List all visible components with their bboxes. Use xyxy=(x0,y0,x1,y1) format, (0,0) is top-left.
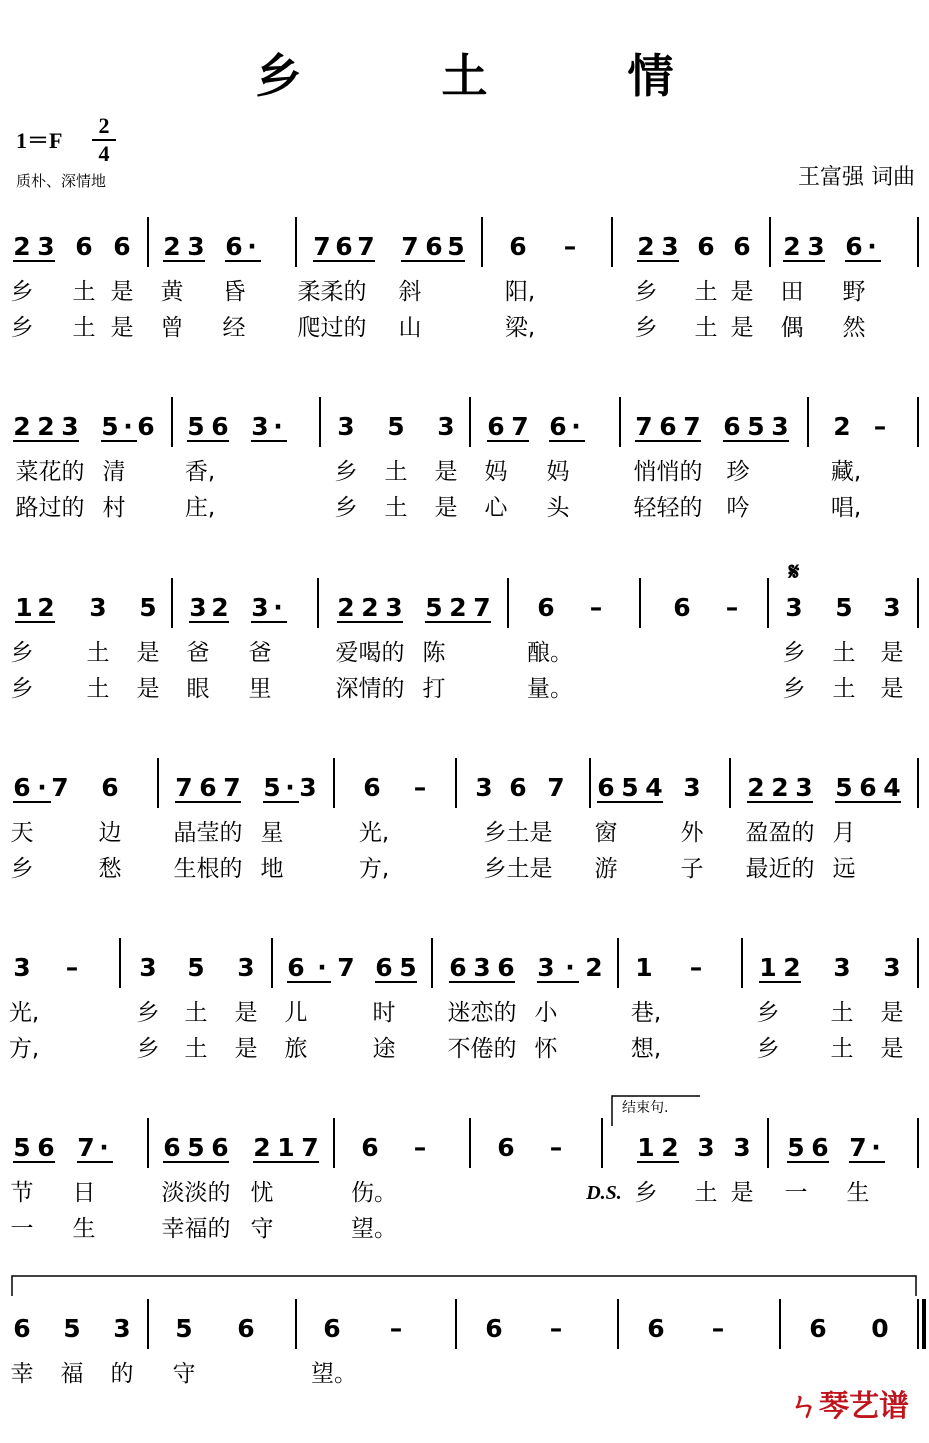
note: 2 xyxy=(783,232,801,261)
lyric-verse-1: 菜花的 xyxy=(15,459,85,485)
lyric-verse-1: 爱喝的 xyxy=(335,640,405,666)
note: 6 xyxy=(335,232,353,261)
logo-icon: ㄣ xyxy=(789,1389,819,1424)
coda-label: 结束句. xyxy=(622,1100,669,1116)
note: 5 xyxy=(187,412,205,441)
lyric-verse-1: 窗 xyxy=(594,820,618,846)
note: 6 xyxy=(509,773,527,802)
lyric-verse-1: 昏 xyxy=(222,279,246,305)
lyric-verse-1: 迷恋的 xyxy=(447,1000,517,1026)
note: 6 xyxy=(375,953,393,982)
coda-bracket xyxy=(12,1276,916,1296)
lyric-verse-1: 爸 xyxy=(186,640,210,666)
lyric-verse-1: 望。 xyxy=(311,1361,357,1387)
lyric-verse-2: 路过的 xyxy=(15,495,85,521)
note: 3 xyxy=(337,412,355,441)
note: 5 xyxy=(447,232,465,261)
lyric-verse-1: 土 xyxy=(832,640,856,666)
lyric-verse-2: 乡 xyxy=(634,315,658,341)
lyric-verse-2: 土 xyxy=(694,315,718,341)
lyric-verse-1: 是 xyxy=(880,640,904,666)
lyric-verse-2: 乡 xyxy=(782,676,806,702)
note: 5 xyxy=(63,1314,81,1343)
note: · xyxy=(123,412,133,441)
note: 6 xyxy=(487,412,505,441)
lyric-verse-1: 幸 xyxy=(10,1361,34,1387)
note: 2 xyxy=(637,232,655,261)
note: 0 xyxy=(871,1314,889,1343)
note: 2 xyxy=(833,412,851,441)
note: · xyxy=(565,953,575,982)
lyric-verse-2: 土 xyxy=(72,315,96,341)
lyric-verse-2: 土 xyxy=(184,1036,208,1062)
lyric-verse-1: 土 xyxy=(184,1000,208,1026)
ds-mark: D.S. xyxy=(586,1182,622,1204)
note: – xyxy=(589,593,603,622)
lyric-verse-1: 一 xyxy=(784,1180,808,1206)
site-logo xyxy=(789,1381,909,1425)
lyric-verse-2: 曾 xyxy=(160,315,184,341)
note: 3 xyxy=(785,593,803,622)
note: 2 xyxy=(661,1133,679,1162)
lyric-verse-2: 是 xyxy=(136,676,160,702)
lyric-verse-2: 土 xyxy=(830,1036,854,1062)
lyric-verse-1: 乡 xyxy=(10,640,34,666)
lyric-verse-1: 柔柔的 xyxy=(297,279,367,305)
lyric-verse-1: 野 xyxy=(842,279,866,305)
lyric-verse-1: 边 xyxy=(98,820,122,846)
note: 3 xyxy=(13,953,31,982)
note: 3 xyxy=(697,1133,715,1162)
note: 6 xyxy=(697,232,715,261)
note: 6 xyxy=(549,412,567,441)
note: 6 xyxy=(859,773,877,802)
lyric-verse-1: 儿 xyxy=(284,1000,308,1026)
lyric-verse-2: 方, xyxy=(358,856,390,882)
time-signature-top: 2 xyxy=(98,113,110,138)
lyric-verse-1: 土 xyxy=(830,1000,854,1026)
lyric-verse-2: 是 xyxy=(434,495,458,521)
lyric-verse-2: 经 xyxy=(222,315,246,341)
lyric-verse-1: 日 xyxy=(72,1180,96,1206)
note: 6 xyxy=(485,1314,503,1343)
note: 1 xyxy=(637,1133,655,1162)
note: 6 xyxy=(509,232,527,261)
note: – xyxy=(413,1133,427,1162)
note: 6 xyxy=(163,1133,181,1162)
note: 2 xyxy=(253,1133,271,1162)
lyric-verse-2: 游 xyxy=(594,856,618,882)
note: 7 xyxy=(635,412,653,441)
note: 2 xyxy=(771,773,789,802)
lyric-verse-2: 土 xyxy=(86,676,110,702)
note: 7 xyxy=(175,773,193,802)
note: 5 xyxy=(101,412,119,441)
lyric-verse-2: 土 xyxy=(832,676,856,702)
note: 6 xyxy=(845,232,863,261)
lyric-verse-1: 田 xyxy=(780,279,804,305)
note: 5 xyxy=(175,1314,193,1343)
note: 7 xyxy=(849,1133,867,1162)
note: 6 xyxy=(237,1314,255,1343)
time-signature-bottom: 4 xyxy=(98,141,110,166)
note: – xyxy=(65,953,79,982)
note: – xyxy=(689,953,703,982)
lyric-verse-2: 乡 xyxy=(10,315,34,341)
lyric-verse-1: 是 xyxy=(730,279,754,305)
lyric-verse-1: 福 xyxy=(60,1361,84,1387)
note: 3 xyxy=(683,773,701,802)
note: 2 xyxy=(585,953,603,982)
note: – xyxy=(549,1133,563,1162)
logo-text: 琴艺谱 xyxy=(819,1389,909,1424)
lyric-verse-2: 眼 xyxy=(186,676,210,702)
lyric-verse-1: 乡土是 xyxy=(483,820,553,846)
note: 3 xyxy=(733,1133,751,1162)
lyric-verse-1: 土 xyxy=(694,279,718,305)
note: 6 xyxy=(497,1133,515,1162)
note: · xyxy=(273,593,283,622)
lyric-verse-2: 地 xyxy=(260,856,284,882)
lyric-verse-2: 吟 xyxy=(726,495,750,521)
note: 7 xyxy=(223,773,241,802)
lyric-verse-2: 守 xyxy=(250,1216,274,1242)
note: 6 xyxy=(211,412,229,441)
note: 1 xyxy=(635,953,653,982)
note: 6 xyxy=(137,412,155,441)
note: 3 xyxy=(139,953,157,982)
note: 6 xyxy=(211,1133,229,1162)
lyric-verse-1: 巷, xyxy=(630,1000,662,1026)
lyric-verse-2: 是 xyxy=(234,1036,258,1062)
lyric-verse-2: 爬过的 xyxy=(297,315,367,341)
lyric-verse-1: 妈 xyxy=(546,459,570,485)
note: 3 xyxy=(237,953,255,982)
note: 6 xyxy=(75,232,93,261)
note: 6 xyxy=(101,773,119,802)
key-signature: 1＝F xyxy=(16,128,63,153)
note: 3 xyxy=(251,412,269,441)
note: 7 xyxy=(51,773,69,802)
note: 6 xyxy=(323,1314,341,1343)
lyric-verse-1: 是 xyxy=(110,279,134,305)
note: 7 xyxy=(683,412,701,441)
lyric-verse-1: 乡 xyxy=(136,1000,160,1026)
note: 6 xyxy=(363,773,381,802)
lyric-verse-2: 量。 xyxy=(527,676,573,702)
note: 2 xyxy=(449,593,467,622)
lyric-verse-1: 悄悄的 xyxy=(633,459,703,485)
note: 2 xyxy=(13,232,31,261)
note: 6 xyxy=(449,953,467,982)
note: 4 xyxy=(645,773,663,802)
note: – xyxy=(725,593,739,622)
lyric-verse-2: 生 xyxy=(72,1216,96,1242)
note: 1 xyxy=(759,953,777,982)
note: 7 xyxy=(301,1133,319,1162)
note: 3 xyxy=(473,953,491,982)
lyric-verse-2: 打 xyxy=(422,676,446,702)
lyric-verse-1: 乡 xyxy=(634,1180,658,1206)
note: · xyxy=(99,1133,109,1162)
note: 3 xyxy=(833,953,851,982)
note: 7 xyxy=(313,232,331,261)
lyric-verse-2: 然 xyxy=(842,315,866,341)
note: 5 xyxy=(425,593,443,622)
note: 6 xyxy=(597,773,615,802)
lyric-verse-2: 深情的 xyxy=(335,676,405,702)
lyric-verse-2: 是 xyxy=(730,315,754,341)
note: · xyxy=(247,232,257,261)
note: 5 xyxy=(747,412,765,441)
tempo-marking: 质朴、深情地 xyxy=(16,172,107,190)
lyric-verse-2: 乡 xyxy=(334,495,358,521)
lyric-verse-1: 光, xyxy=(8,1000,40,1026)
lyric-verse-1: 守 xyxy=(172,1361,196,1387)
lyric-verse-1: 乡 xyxy=(782,640,806,666)
lyric-verse-1: 的 xyxy=(110,1361,134,1387)
lyric-verse-2: 乡 xyxy=(136,1036,160,1062)
lyric-verse-1: 时 xyxy=(372,1000,396,1026)
lyric-verse-2: 是 xyxy=(880,1036,904,1062)
lyric-verse-1: 月 xyxy=(832,820,856,846)
note: 3 xyxy=(475,773,493,802)
note: 4 xyxy=(883,773,901,802)
lyric-verse-1: 伤。 xyxy=(351,1180,397,1206)
lyric-verse-1: 乡 xyxy=(634,279,658,305)
note: 6 xyxy=(659,412,677,441)
note: 3 xyxy=(771,412,789,441)
note: · xyxy=(871,1133,881,1162)
lyric-verse-2: 想, xyxy=(630,1036,662,1062)
lyric-verse-2: 幸福的 xyxy=(161,1216,231,1242)
lyric-verse-1: 是 xyxy=(434,459,458,485)
lyric-verse-1: 土 xyxy=(694,1180,718,1206)
note: 3 xyxy=(883,953,901,982)
note: 3 xyxy=(251,593,269,622)
note: 6 xyxy=(425,232,443,261)
note: 6 xyxy=(673,593,691,622)
note: 2 xyxy=(337,593,355,622)
lyric-verse-1: 是 xyxy=(234,1000,258,1026)
note: 5 xyxy=(387,412,405,441)
lyric-verse-1: 珍 xyxy=(726,459,750,485)
note: 5 xyxy=(139,593,157,622)
lyric-verse-2: 山 xyxy=(398,315,422,341)
note: 3 xyxy=(187,232,205,261)
lyric-verse-2: 偶 xyxy=(780,315,804,341)
note: 6 xyxy=(13,773,31,802)
lyric-verse-1: 酿。 xyxy=(527,640,573,666)
note: – xyxy=(711,1314,725,1343)
lyric-verse-1: 盈盈的 xyxy=(745,820,815,846)
note: – xyxy=(549,1314,563,1343)
note: 6 xyxy=(733,232,751,261)
lyric-verse-2: 方, xyxy=(8,1036,40,1062)
lyric-verse-1: 斜 xyxy=(398,279,422,305)
note: · xyxy=(317,953,327,982)
note: 5 xyxy=(13,1133,31,1162)
note: 7 xyxy=(357,232,375,261)
lyric-verse-2: 是 xyxy=(110,315,134,341)
lyric-verse-1: 天 xyxy=(10,820,34,846)
lyric-verse-1: 乡 xyxy=(756,1000,780,1026)
note: 5 xyxy=(399,953,417,982)
note: 3 xyxy=(883,593,901,622)
note: 2 xyxy=(37,412,55,441)
note: 3 xyxy=(299,773,317,802)
note: 3 xyxy=(437,412,455,441)
note: – xyxy=(563,232,577,261)
note: 5 xyxy=(621,773,639,802)
lyric-verse-1: 土 xyxy=(72,279,96,305)
lyric-verse-2: 头 xyxy=(546,495,570,521)
lyric-verse-1: 土 xyxy=(384,459,408,485)
note: – xyxy=(389,1314,403,1343)
note: 6 xyxy=(287,953,305,982)
lyric-verse-1: 淡淡的 xyxy=(161,1180,231,1206)
note: 6 xyxy=(13,1314,31,1343)
note: 3 xyxy=(61,412,79,441)
lyric-verse-1: 爸 xyxy=(248,640,272,666)
lyric-verse-1: 清 xyxy=(102,459,126,485)
note: 7 xyxy=(337,953,355,982)
note: 3 xyxy=(113,1314,131,1343)
note: 6 xyxy=(361,1133,379,1162)
segno-mark: 𝄋 xyxy=(788,557,800,586)
note: 3 xyxy=(89,593,107,622)
lyric-verse-1: 香, xyxy=(184,459,216,485)
lyric-verse-1: 陈 xyxy=(422,640,446,666)
lyric-verse-2: 村 xyxy=(102,495,126,521)
note: 6 xyxy=(647,1314,665,1343)
note: 2 xyxy=(163,232,181,261)
lyric-verse-1: 外 xyxy=(680,820,704,846)
note: 6 xyxy=(199,773,217,802)
note: 3 xyxy=(385,593,403,622)
note: 2 xyxy=(13,412,31,441)
note: 6 xyxy=(113,232,131,261)
lyric-verse-2: 庄, xyxy=(184,495,216,521)
lyric-verse-1: 是 xyxy=(880,1000,904,1026)
note: 2 xyxy=(747,773,765,802)
lyric-verse-2: 望。 xyxy=(351,1216,397,1242)
note: 1 xyxy=(15,593,33,622)
lyric-verse-2: 怀 xyxy=(534,1036,558,1062)
note: 6 xyxy=(809,1314,827,1343)
lyric-verse-1: 妈 xyxy=(484,459,508,485)
page-title: 乡 土 情 xyxy=(255,49,736,103)
lyric-verse-1: 节 xyxy=(10,1180,34,1206)
lyric-verse-1: 土 xyxy=(86,640,110,666)
lyric-verse-2: 不倦的 xyxy=(447,1036,517,1062)
lyric-verse-2: 乡 xyxy=(10,856,34,882)
lyric-verse-1: 忧 xyxy=(250,1180,274,1206)
lyric-verse-2: 最近的 xyxy=(745,856,815,882)
note: 3 xyxy=(189,593,207,622)
note: 5 xyxy=(263,773,281,802)
note: 5 xyxy=(787,1133,805,1162)
lyric-verse-1: 星 xyxy=(260,820,284,846)
lyric-verse-2: 子 xyxy=(680,856,704,882)
note: 6 xyxy=(37,1133,55,1162)
lyric-verse-1: 藏, xyxy=(830,459,862,485)
lyric-verse-2: 唱, xyxy=(830,495,862,521)
lyric-verse-2: 乡 xyxy=(756,1036,780,1062)
note: 5 xyxy=(187,1133,205,1162)
note: 3 xyxy=(795,773,813,802)
note: · xyxy=(285,773,295,802)
lyric-verse-2: 里 xyxy=(248,676,272,702)
lyric-verse-2: 是 xyxy=(880,676,904,702)
lyric-verse-2: 远 xyxy=(832,856,856,882)
note: 6 xyxy=(537,593,555,622)
note: · xyxy=(37,773,47,802)
lyric-verse-1: 黄 xyxy=(160,279,184,305)
note: 7 xyxy=(77,1133,95,1162)
lyric-verse-2: 乡土是 xyxy=(483,856,553,882)
lyric-verse-2: 一 xyxy=(10,1216,34,1242)
note: – xyxy=(413,773,427,802)
lyric-verse-2: 途 xyxy=(372,1036,396,1062)
lyric-verse-1: 晶莹的 xyxy=(173,820,243,846)
lyric-verse-2: 生根的 xyxy=(173,856,243,882)
note: 7 xyxy=(401,232,419,261)
note: 5 xyxy=(187,953,205,982)
note: · xyxy=(273,412,283,441)
lyric-verse-1: 乡 xyxy=(334,459,358,485)
note: 5 xyxy=(835,773,853,802)
author-credit: 王富强 词曲 xyxy=(798,165,915,190)
lyric-verse-1: 光, xyxy=(358,820,390,846)
lyric-verse-1: 生 xyxy=(846,1180,870,1206)
note: 2 xyxy=(211,593,229,622)
note: 5 xyxy=(835,593,853,622)
note: 3 xyxy=(807,232,825,261)
note: 3 xyxy=(537,953,555,982)
lyric-verse-2: 轻轻的 xyxy=(633,495,703,521)
note: 6 xyxy=(225,232,243,261)
lyric-verse-2: 梁, xyxy=(504,315,536,341)
note: 7 xyxy=(511,412,529,441)
lyric-verse-1: 阳, xyxy=(504,279,536,305)
lyric-verse-1: 是 xyxy=(730,1180,754,1206)
note: – xyxy=(873,412,887,441)
note: 3 xyxy=(37,232,55,261)
lyric-verse-2: 乡 xyxy=(10,676,34,702)
lyric-verse-2: 旅 xyxy=(284,1036,308,1062)
lyric-verse-2: 愁 xyxy=(98,856,122,882)
lyric-verse-1: 乡 xyxy=(10,279,34,305)
lyric-verse-2: 心 xyxy=(484,495,508,521)
note: 2 xyxy=(783,953,801,982)
note: 3 xyxy=(661,232,679,261)
note: · xyxy=(571,412,581,441)
note: 2 xyxy=(37,593,55,622)
lyric-verse-2: 土 xyxy=(384,495,408,521)
note: 6 xyxy=(811,1133,829,1162)
note: 6 xyxy=(497,953,515,982)
note: 2 xyxy=(361,593,379,622)
lyric-verse-1: 小 xyxy=(534,1000,558,1026)
note: · xyxy=(867,232,877,261)
lyric-verse-1: 是 xyxy=(136,640,160,666)
note: 1 xyxy=(277,1133,295,1162)
note: 6 xyxy=(723,412,741,441)
note: 7 xyxy=(473,593,491,622)
note: 7 xyxy=(547,773,565,802)
